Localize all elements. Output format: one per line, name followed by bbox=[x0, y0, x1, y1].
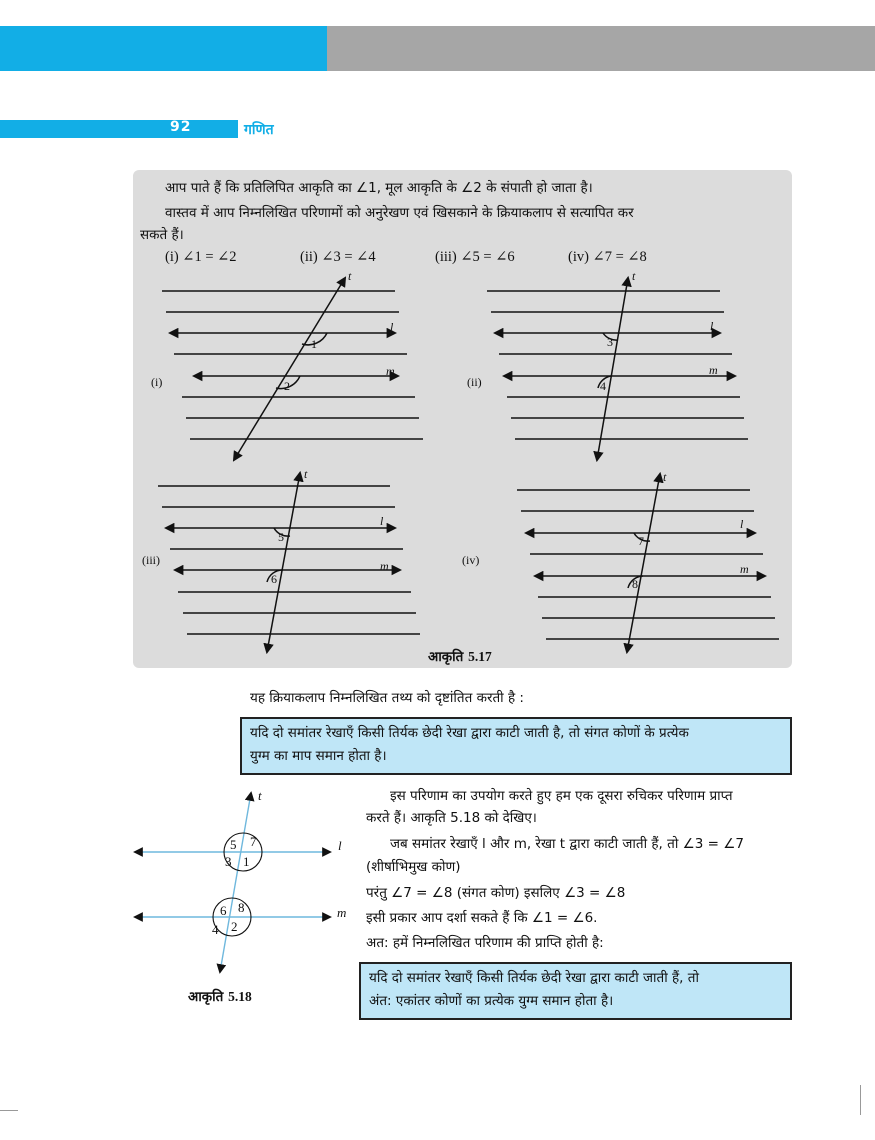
fact-box-line-2: युग्म का माप समान होता है। bbox=[250, 748, 387, 764]
panel-iv-angle-8: 8 bbox=[632, 577, 638, 591]
panel-ii-label-t: t bbox=[632, 269, 636, 283]
panel-iii-angle-6: 6 bbox=[271, 572, 277, 586]
panel-iii-label-m: m bbox=[380, 559, 389, 573]
body-p3: परंतु ∠7 = ∠8 (संगत कोण) इसलिए ∠3 = ∠8 bbox=[366, 885, 626, 901]
fig518-angle-1: 1 bbox=[243, 854, 250, 869]
panel-iii-angle-5: 5 bbox=[278, 530, 284, 544]
panel-iii-label-t: t bbox=[304, 467, 308, 481]
panel-ii-label-m: m bbox=[709, 363, 718, 377]
result-iv: (iv) ∠7 = ∠8 bbox=[568, 249, 647, 265]
figure-5-17-caption-num: 5.17 bbox=[468, 649, 492, 664]
body-p5: अत: हमें निम्नलिखित परिणाम की प्राप्ति होती है: bbox=[366, 935, 604, 951]
fig518-label-l: l bbox=[338, 838, 342, 853]
panel-iv-angle-7: 7 bbox=[638, 534, 644, 548]
fig518-angle-7: 7 bbox=[250, 834, 257, 849]
panel-i-label: (i) bbox=[151, 375, 163, 389]
fact-box-line-1: यदि दो समांतर रेखाएँ किसी तिर्यक छेदी रेखा द्वारा काटी जाती है, तो संगत कोणों के प्रत्येक bbox=[250, 725, 689, 741]
fig518-angle-4: 4 bbox=[212, 922, 219, 937]
panel-i-angle-2: 2 bbox=[284, 379, 290, 393]
figure-5-18-caption bbox=[188, 987, 252, 1005]
body-p4: इसी प्रकार आप दर्शा सकते हैं कि ∠1 = ∠6. bbox=[366, 910, 598, 926]
result-ii: (ii) ∠3 = ∠4 bbox=[300, 249, 376, 265]
fig518-label-t: t bbox=[258, 788, 262, 803]
body-p1-line-1: इस परिणाम का उपयोग करते हुए हम एक दूसरा रुचिकर परिणाम प्राप्त bbox=[390, 788, 733, 804]
panel-iv-label-t: t bbox=[663, 470, 667, 484]
result-i: (i) ∠1 = ∠2 bbox=[165, 249, 237, 265]
fig518-angle-6: 6 bbox=[220, 903, 227, 918]
panel-ii-angle-4: 4 bbox=[600, 379, 606, 393]
panel-iii-label-l: l bbox=[380, 514, 384, 528]
panel-ii-label-l: l bbox=[710, 319, 714, 333]
result-box-line-1: यदि दो समांतर रेखाएँ किसी तिर्यक छेदी रेखा द्वारा काटी जाती हैं, तो bbox=[369, 970, 699, 986]
fig518-angle-2: 2 bbox=[231, 919, 238, 934]
fig518-angle-5: 5 bbox=[230, 837, 237, 852]
fact-box bbox=[240, 717, 792, 775]
body-p2-line-2: (शीर्षाभिमुख कोण) bbox=[366, 859, 461, 875]
panel-i-label-l: l bbox=[390, 320, 394, 334]
figure-5-17-caption-word: आकृति bbox=[428, 649, 464, 665]
crop-mark-right bbox=[860, 1085, 861, 1115]
activity-line-3: सकते हैं। bbox=[140, 227, 184, 243]
panel-iv-label-m: m bbox=[740, 562, 749, 576]
panel-ii-label: (ii) bbox=[467, 375, 482, 389]
figure-5-17-caption bbox=[428, 647, 492, 665]
fig518-angle-3: 3 bbox=[225, 854, 232, 869]
panel-i bbox=[162, 278, 423, 460]
panel-iv-label-l: l bbox=[740, 517, 744, 531]
panel-ii-angle-3: 3 bbox=[607, 335, 613, 349]
activity-line-2: वास्तव में आप निम्नलिखित परिणामों को अनुरेखण एवं खिसकाने के क्रियाकलाप से सत्यापित कर bbox=[165, 205, 634, 221]
panel-iv-label: (iv) bbox=[462, 553, 480, 567]
crop-mark-left bbox=[0, 1110, 18, 1111]
page-number: 92 bbox=[170, 119, 192, 135]
result-iii: (iii) ∠5 = ∠6 bbox=[435, 249, 515, 265]
panel-i-angle-1: 1 bbox=[311, 337, 317, 351]
subject-title: गणित bbox=[244, 122, 274, 138]
body-p1-line-2: करते हैं। आकृति 5.18 को देखिए। bbox=[366, 810, 537, 826]
figure-5-18-caption-num: 5.18 bbox=[228, 989, 252, 1004]
figure-5-18 bbox=[135, 793, 330, 972]
panel-i-label-m: m bbox=[386, 364, 395, 378]
result-box bbox=[359, 962, 792, 1020]
fact-intro: यह क्रियाकलाप निम्नलिखित तथ्य को दृष्टांतित करती है : bbox=[250, 690, 524, 706]
activity-line-1: आप पाते हैं कि प्रतिलिपित आकृति का ∠1, मूल आकृति के ∠2 के संपाती हो जाता है। bbox=[165, 180, 593, 196]
body-p2-line-1: जब समांतर रेखाएँ l और m, रेखा t द्वारा काटी जाती हैं, तो ∠3 = ∠7 bbox=[390, 836, 744, 852]
fig518-angle-8: 8 bbox=[238, 900, 245, 915]
figure-5-18-caption-word: आकृति bbox=[188, 989, 224, 1005]
panel-i-label-t: t bbox=[348, 269, 352, 283]
panel-iii-label: (iii) bbox=[142, 553, 160, 567]
fig518-label-m: m bbox=[337, 905, 347, 920]
result-box-line-2: अंत: एकांतर कोणों का प्रत्येक युग्म समान होता है। bbox=[369, 993, 614, 1009]
